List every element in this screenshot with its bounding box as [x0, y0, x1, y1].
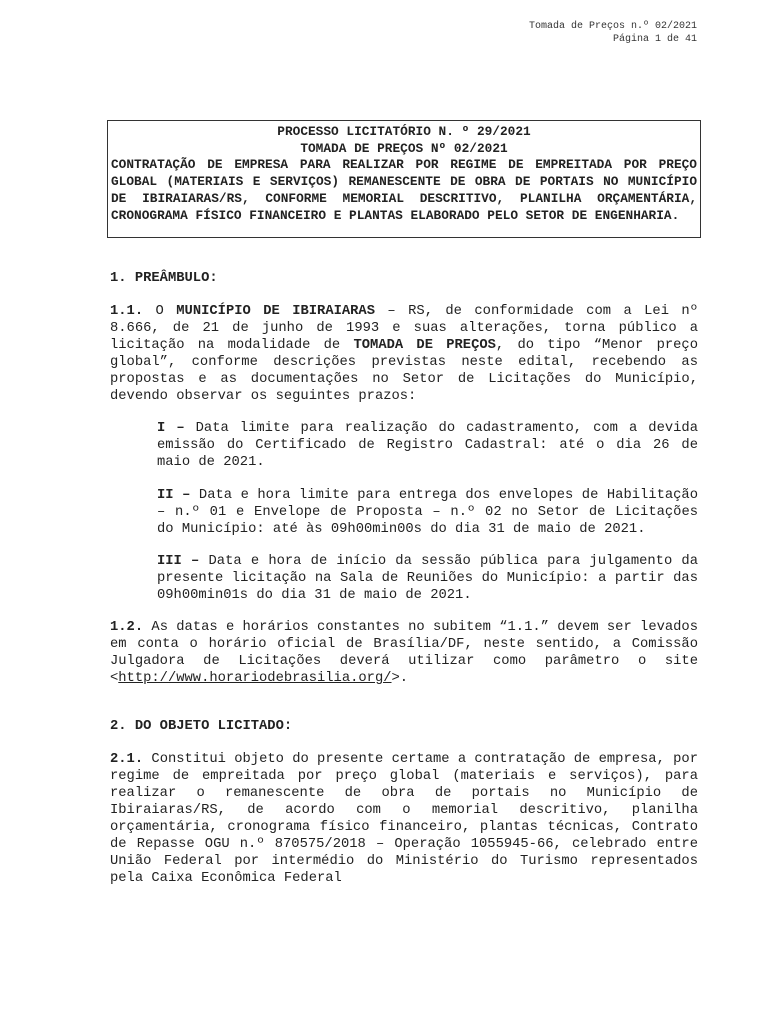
paragraph-2-1: 2.1. Constitui objeto do presente certame a contratação de empresa, por regime de empreitada por preço global (materiais e serviços), para realizar o remanescente de obra de portais no Município de Ibiraiaras/RS, de acordo com o memorial descritivo, planilha orçamentária, cronograma físico financeiro, plantas técnicas, Contrato de Repasse OGU n.º 870575/2018 – Operação 1055945-66, celebrado entre União Federal por intermédio do Ministério do Turismo representados pela Caixa Econômica Federal [110, 752, 698, 886]
item-label: I – [157, 421, 185, 436]
deadline-item-1: I – Data limite para realização do cadastramento, com a devida emissão do Certificado de Registro Cadastral: até o dia 26 de maio de 2021. [157, 421, 698, 470]
section-2-heading: 2. DO OBJETO LICITADO: [110, 719, 293, 734]
item-label: III – [157, 554, 200, 569]
paragraph-number: 1.1. [110, 304, 144, 319]
title-box [107, 120, 701, 238]
horario-brasilia-link[interactable]: http://www.horariodebrasilia.org/ [118, 671, 392, 686]
tender-number: TOMADA DE PREÇOS Nº 02/2021 [300, 140, 508, 156]
section-1-heading: 1. PREÂMBULO: [110, 271, 218, 286]
paragraph-1-1: 1.1. O MUNICÍPIO DE IBIRAIARAS – RS, de conformidade com a Lei nº 8.666, de 21 de junho de 1993 e suas alterações, torna público a licitação na modalidade de TOMADA DE PREÇOS, do tipo “Menor preço global”, conforme descrições previstas neste edital, recebendo as propostas e as documentações no Setor de Licitações do Município, devendo observar os seguintes prazos: [110, 304, 698, 404]
header-doc-ref: Tomada de Preços n.º 02/2021 [528, 21, 697, 32]
deadline-item-3: III – Data e hora de início da sessão pública para julgamento da presente licitação na Sala de Reuniões do Município: a partir das 09h00min01s do dia 31 de maio de 2021. [157, 554, 698, 603]
process-number: PROCESSO LICITATÓRIO N. º 29/2021 [277, 124, 531, 139]
page-header [529, 20, 697, 46]
document-body [110, 270, 698, 887]
header-page-number: Página 1 de 41 [612, 34, 697, 45]
paragraph-number: 2.1. [110, 752, 144, 767]
object-summary: CONTRATAÇÃO DE EMPRESA PARA REALIZAR POR REGIME DE EMPREITADA POR PREÇO GLOBAL (MATERIAIS E SERVIÇOS) REMANESCENTE DE OBRA DE PORTAIS NO MUNICÍPIO DE IBIRAIARAS/RS, CONFORME MEMORIAL DESCRITIVO, PLANILHA ORÇAMENTÁRIA, CRONOGRAMA FÍSICO FINANCEIRO E PLANTAS ELABORADO PELO SETOR DE ENGENHARIA. [111, 157, 697, 223]
paragraph-number: 1.2. [110, 620, 144, 635]
deadline-item-2: II – Data e hora limite para entrega dos envelopes de Habilitação – n.º 01 e Envelope de Proposta – n.º 02 no Setor de Licitações do Município: até às 09h00min00s do dia 31 de maio de 2021. [157, 488, 698, 537]
modality-name: TOMADA DE PREÇOS [353, 338, 496, 353]
municipality-name: MUNICÍPIO DE IBIRAIARAS [176, 304, 375, 319]
paragraph-1-2: 1.2. As datas e horários constantes no subitem “1.1.” devem ser levados em conta o horário oficial de Brasília/DF, neste sentido, a Comissão Julgadora de Licitações deverá utilizar como parâmetro o site <http://www.horariodebrasilia.org/>. [110, 620, 698, 686]
item-label: II – [157, 488, 191, 503]
